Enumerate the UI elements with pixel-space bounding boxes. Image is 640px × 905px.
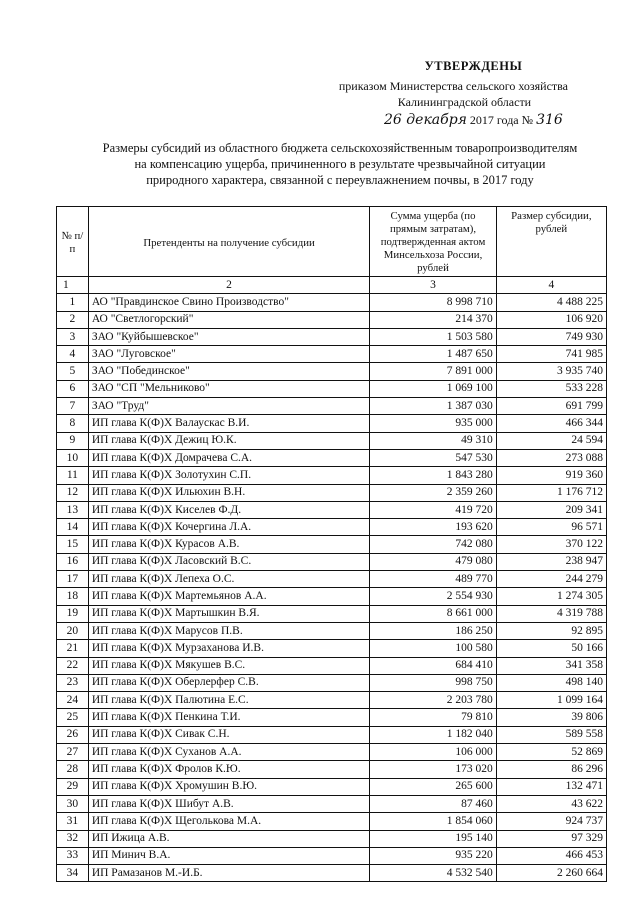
row-number: 32 [57, 830, 89, 847]
row-number: 25 [57, 709, 89, 726]
column-index-row [57, 277, 607, 294]
table-row [57, 813, 607, 830]
row-damage: 998 750 [370, 674, 496, 691]
row-applicant: ИП глава К(Ф)Х Мартышкин В.Я. [88, 605, 369, 622]
row-number: 9 [57, 432, 89, 449]
row-applicant: ИП глава К(Ф)Х Марусов П.В. [88, 622, 369, 639]
row-damage: 2 203 780 [370, 692, 496, 709]
table-row [57, 294, 607, 311]
row-subsidy: 4 319 788 [496, 605, 606, 622]
table-row [57, 449, 607, 466]
row-number: 1 [57, 294, 89, 311]
row-damage: 684 410 [370, 657, 496, 674]
row-number: 22 [57, 657, 89, 674]
row-damage: 1 854 060 [370, 813, 496, 830]
row-applicant: ИП глава К(Ф)Х Суханов А.А. [88, 744, 369, 761]
row-damage: 2 359 260 [370, 484, 496, 501]
index-cell: 3 [370, 277, 496, 294]
row-subsidy: 96 571 [496, 519, 606, 536]
row-number: 30 [57, 795, 89, 812]
handwritten-number: 316 [536, 112, 563, 128]
row-subsidy: 691 799 [496, 398, 606, 415]
row-damage: 4 532 540 [370, 865, 496, 882]
row-applicant: ИП глава К(Ф)Х Валаускас В.И. [88, 415, 369, 432]
table-row [57, 709, 607, 726]
row-applicant: ИП глава К(Ф)Х Мурзаханова И.В. [88, 640, 369, 657]
table-row [57, 467, 607, 484]
row-subsidy: 1 176 712 [496, 484, 606, 501]
row-subsidy: 924 737 [496, 813, 606, 830]
row-damage: 265 600 [370, 778, 496, 795]
row-applicant: ИП глава К(Ф)Х Курасов А.В. [88, 536, 369, 553]
row-number: 24 [57, 692, 89, 709]
row-number: 34 [57, 865, 89, 882]
table-row [57, 398, 607, 415]
row-damage: 742 080 [370, 536, 496, 553]
row-subsidy: 106 920 [496, 311, 606, 328]
row-applicant: ИП глава К(Ф)Х Щеголькова М.А. [88, 813, 369, 830]
row-subsidy: 86 296 [496, 761, 606, 778]
table-row [57, 692, 607, 709]
row-subsidy: 97 329 [496, 830, 606, 847]
row-damage: 186 250 [370, 622, 496, 639]
table-row [57, 432, 607, 449]
row-applicant: ИП глава К(Ф)Х Шибут А.В. [88, 795, 369, 812]
table-row [57, 553, 607, 570]
row-damage: 214 370 [370, 311, 496, 328]
row-number: 8 [57, 415, 89, 432]
row-subsidy: 43 622 [496, 795, 606, 812]
row-damage: 1 843 280 [370, 467, 496, 484]
row-number: 13 [57, 501, 89, 518]
row-damage: 100 580 [370, 640, 496, 657]
table-row [57, 588, 607, 605]
row-damage: 1 069 100 [370, 380, 496, 397]
header-num: № п/п [57, 207, 89, 277]
row-applicant: ЗАО "Побединское" [88, 363, 369, 380]
row-damage: 7 891 000 [370, 363, 496, 380]
row-applicant: ИП глава К(Ф)Х Фролов К.Ю. [88, 761, 369, 778]
index-cell: 2 [88, 277, 369, 294]
row-damage: 935 000 [370, 415, 496, 432]
row-applicant: ИП глава К(Ф)Х Мартемьянов А.А. [88, 588, 369, 605]
row-subsidy: 273 088 [496, 449, 606, 466]
row-number: 27 [57, 744, 89, 761]
row-damage: 2 554 930 [370, 588, 496, 605]
document-title [80, 140, 600, 188]
row-number: 3 [57, 328, 89, 345]
row-applicant: АО "Правдинское Свино Производство" [88, 294, 369, 311]
table-body [57, 277, 607, 882]
table-row [57, 865, 607, 882]
table-row [57, 674, 607, 691]
row-subsidy: 498 140 [496, 674, 606, 691]
table-row [57, 847, 607, 864]
row-applicant: ИП глава К(Ф)Х Сивак С.Н. [88, 726, 369, 743]
row-subsidy: 1 099 164 [496, 692, 606, 709]
row-subsidy: 1 274 305 [496, 588, 606, 605]
approval-year-text: 2017 года № [469, 113, 534, 127]
row-damage: 1 503 580 [370, 328, 496, 345]
row-applicant: ИП глава К(Ф)Х Палютина Е.С. [88, 692, 369, 709]
header-name: Претенденты на получение субсидии [88, 207, 369, 277]
row-applicant: ИП Ижица А.В. [88, 830, 369, 847]
table-row [57, 744, 607, 761]
table-row [57, 484, 607, 501]
table-header-row [57, 207, 607, 277]
row-subsidy: 466 453 [496, 847, 606, 864]
row-damage: 1 487 650 [370, 346, 496, 363]
row-subsidy: 244 279 [496, 571, 606, 588]
row-applicant: ИП глава К(Ф)Х Дежиц Ю.К. [88, 432, 369, 449]
row-applicant: ИП глава К(Ф)Х Лепеха О.С. [88, 571, 369, 588]
row-number: 16 [57, 553, 89, 570]
row-subsidy: 209 341 [496, 501, 606, 518]
approval-heading: УТВЕРЖДЕНЫ [424, 59, 523, 73]
row-number: 6 [57, 380, 89, 397]
table-row [57, 622, 607, 639]
row-number: 33 [57, 847, 89, 864]
table-row [57, 536, 607, 553]
row-damage: 49 310 [370, 432, 496, 449]
row-applicant: ИП глава К(Ф)Х Киселев Ф.Д. [88, 501, 369, 518]
index-cell: 1 [57, 277, 89, 294]
table-row [57, 795, 607, 812]
row-damage: 193 620 [370, 519, 496, 536]
table-row [57, 778, 607, 795]
row-subsidy: 39 806 [496, 709, 606, 726]
row-damage: 8 998 710 [370, 294, 496, 311]
approval-block [338, 58, 568, 128]
row-applicant: ИП глава К(Ф)Х Домрачева С.А. [88, 449, 369, 466]
index-cell: 4 [496, 277, 606, 294]
row-subsidy: 4 488 225 [496, 294, 606, 311]
handwritten-date: 26 декабря [384, 112, 467, 128]
row-number: 29 [57, 778, 89, 795]
table-row [57, 726, 607, 743]
row-applicant: АО "Светлогорский" [88, 311, 369, 328]
row-applicant: ИП Рамазанов М.-И.Б. [88, 865, 369, 882]
row-damage: 1 387 030 [370, 398, 496, 415]
row-applicant: ИП глава К(Ф)Х Мякушев В.С. [88, 657, 369, 674]
row-number: 15 [57, 536, 89, 553]
approval-line-2: Калининградской области [397, 95, 532, 109]
table-row [57, 657, 607, 674]
row-number: 10 [57, 449, 89, 466]
title-line-1: Размеры субсидий из областного бюджета сельскохозяйственным товаропроизводителям [102, 141, 578, 155]
row-applicant: ИП глава К(Ф)Х Ласовский В.С. [88, 553, 369, 570]
table-row [57, 830, 607, 847]
header-subsidy: Размер субсидии, рублей [496, 207, 606, 277]
row-number: 23 [57, 674, 89, 691]
row-number: 2 [57, 311, 89, 328]
row-number: 19 [57, 605, 89, 622]
row-damage: 79 810 [370, 709, 496, 726]
row-number: 12 [57, 484, 89, 501]
table-row [57, 571, 607, 588]
row-applicant: ЗАО "Луговское" [88, 346, 369, 363]
row-subsidy: 92 895 [496, 622, 606, 639]
row-number: 18 [57, 588, 89, 605]
table-row [57, 363, 607, 380]
row-damage: 547 530 [370, 449, 496, 466]
row-applicant: ИП глава К(Ф)Х Хромушин В.Ю. [88, 778, 369, 795]
row-number: 5 [57, 363, 89, 380]
row-damage: 106 000 [370, 744, 496, 761]
row-number: 26 [57, 726, 89, 743]
table-row [57, 640, 607, 657]
row-damage: 1 182 040 [370, 726, 496, 743]
row-subsidy: 741 985 [496, 346, 606, 363]
table-row [57, 605, 607, 622]
row-number: 21 [57, 640, 89, 657]
row-damage: 8 661 000 [370, 605, 496, 622]
table-row [57, 328, 607, 345]
row-number: 7 [57, 398, 89, 415]
row-damage: 173 020 [370, 761, 496, 778]
table-row [57, 501, 607, 518]
row-subsidy: 919 360 [496, 467, 606, 484]
row-applicant: ИП глава К(Ф)Х Золотухин С.П. [88, 467, 369, 484]
row-damage: 419 720 [370, 501, 496, 518]
row-applicant: ЗАО "СП "Мельниково" [88, 380, 369, 397]
row-subsidy: 370 122 [496, 536, 606, 553]
row-subsidy: 466 344 [496, 415, 606, 432]
row-number: 14 [57, 519, 89, 536]
table-row [57, 519, 607, 536]
row-subsidy: 238 947 [496, 553, 606, 570]
subsidy-table [56, 206, 607, 882]
row-applicant: ИП глава К(Ф)Х Пенкина Т.И. [88, 709, 369, 726]
row-number: 28 [57, 761, 89, 778]
row-applicant: ИП глава К(Ф)Х Оберлерфер С.В. [88, 674, 369, 691]
header-damage: Сумма ущерба (по прямым затратам), подтвержденная актом Минсельхоза России, рублей [370, 207, 496, 277]
row-subsidy: 3 935 740 [496, 363, 606, 380]
title-line-2: на компенсацию ущерба, причиненного в результате чрезвычайной ситуации [134, 157, 546, 171]
row-subsidy: 589 558 [496, 726, 606, 743]
row-number: 17 [57, 571, 89, 588]
row-applicant: ИП Минич В.А. [88, 847, 369, 864]
row-number: 11 [57, 467, 89, 484]
approval-line-1: приказом Министерства сельского хозяйства [338, 79, 568, 93]
row-damage: 935 220 [370, 847, 496, 864]
row-subsidy: 533 228 [496, 380, 606, 397]
row-number: 31 [57, 813, 89, 830]
row-applicant: ИП глава К(Ф)Х Кочергина Л.А. [88, 519, 369, 536]
row-applicant: ЗАО "Куйбышевское" [88, 328, 369, 345]
row-number: 20 [57, 622, 89, 639]
row-damage: 489 770 [370, 571, 496, 588]
table-row [57, 380, 607, 397]
row-subsidy: 341 358 [496, 657, 606, 674]
title-line-3: природного характера, связанной с переувлажнением почвы, в 2017 году [146, 173, 534, 187]
row-subsidy: 24 594 [496, 432, 606, 449]
table-row [57, 415, 607, 432]
row-subsidy: 52 869 [496, 744, 606, 761]
row-subsidy: 749 930 [496, 328, 606, 345]
row-damage: 479 080 [370, 553, 496, 570]
row-subsidy: 50 166 [496, 640, 606, 657]
approval-date-line [379, 112, 568, 128]
row-number: 4 [57, 346, 89, 363]
table-row [57, 311, 607, 328]
row-applicant: ЗАО "Труд" [88, 398, 369, 415]
row-subsidy: 132 471 [496, 778, 606, 795]
row-applicant: ИП глава К(Ф)Х Ильюхин В.Н. [88, 484, 369, 501]
row-damage: 87 460 [370, 795, 496, 812]
table-row [57, 761, 607, 778]
row-subsidy: 2 260 664 [496, 865, 606, 882]
row-damage: 195 140 [370, 830, 496, 847]
table-row [57, 346, 607, 363]
